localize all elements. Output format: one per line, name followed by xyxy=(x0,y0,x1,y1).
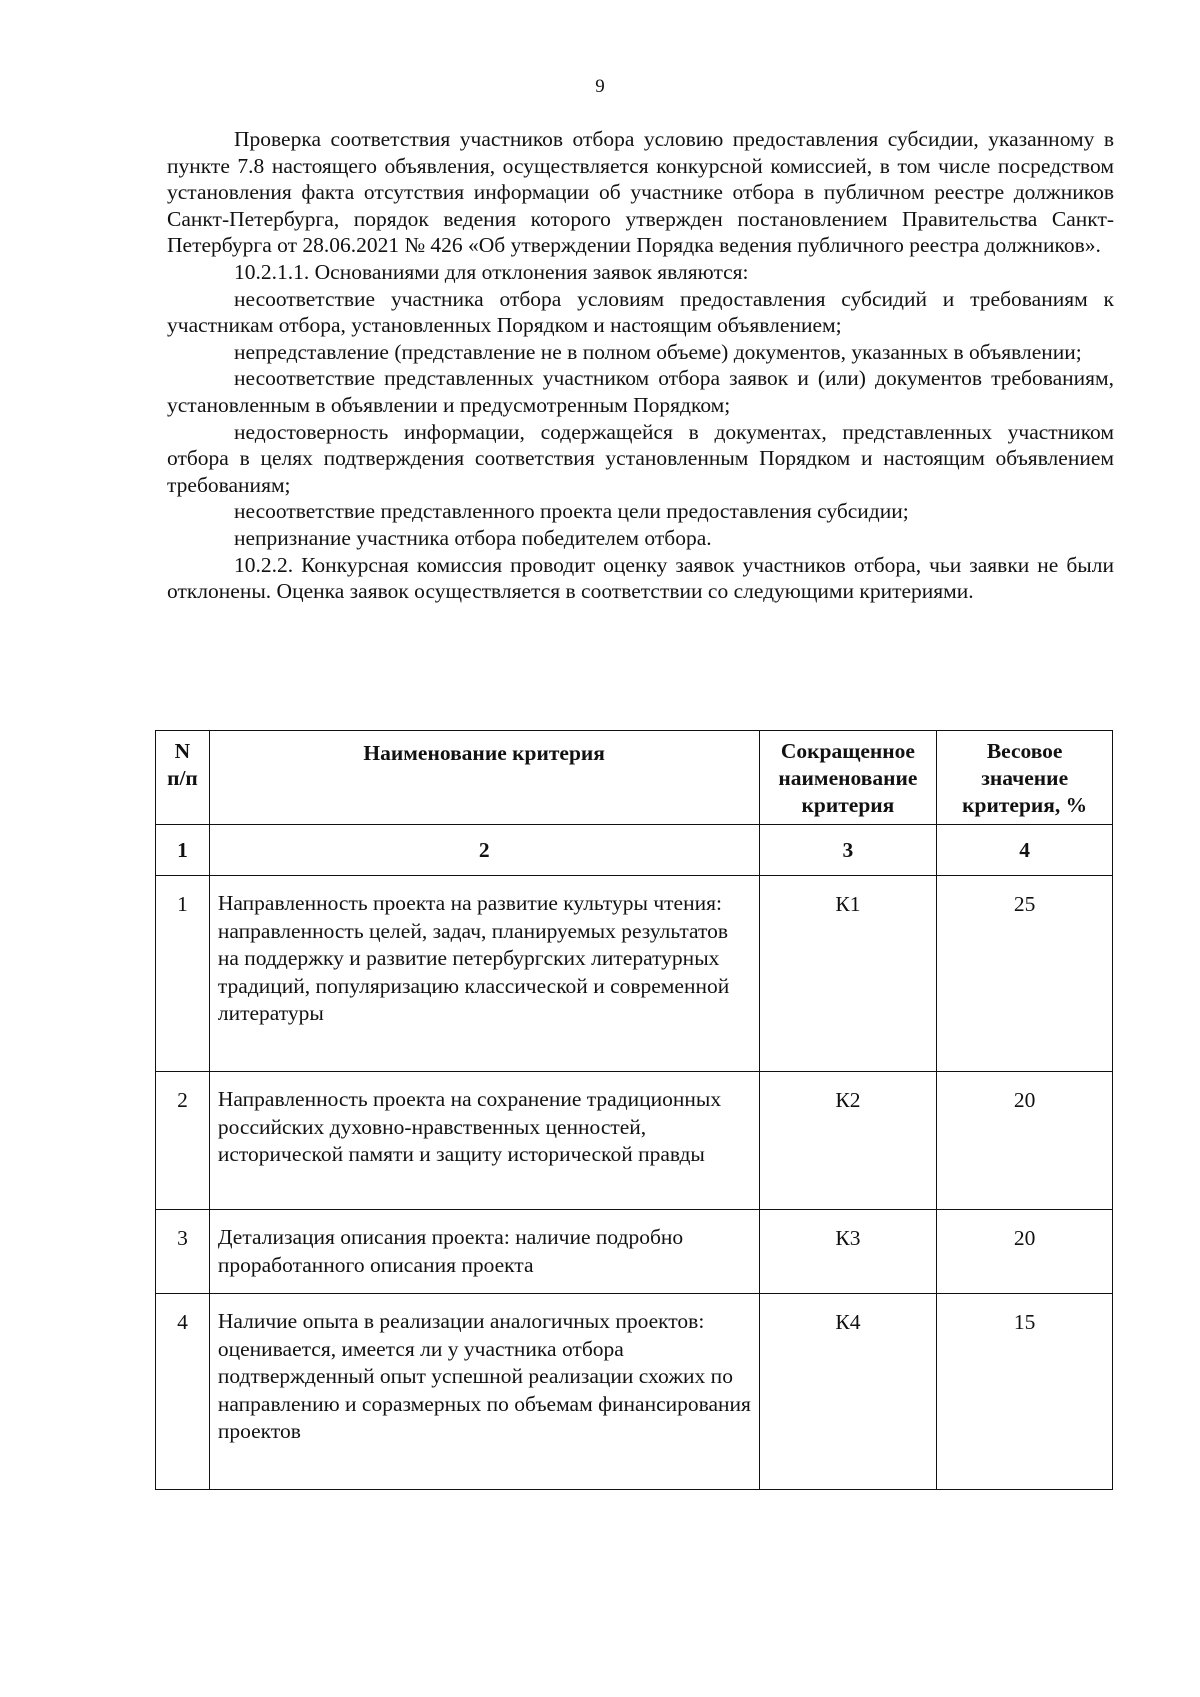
criterion-weight: 20 xyxy=(937,1210,1113,1294)
column-number: 3 xyxy=(759,825,937,876)
criterion-weight: 25 xyxy=(937,876,1113,1072)
header-weight-line-2: значение xyxy=(981,766,1069,790)
paragraph-rejection-ground-3: несоответствие представленных участником отбора заявок и (или) документов требованиям, установленным в объявлении и предусмотренным Порядком; xyxy=(167,366,1114,417)
column-number: 4 xyxy=(937,825,1113,876)
header-number xyxy=(156,731,210,825)
criterion-name: Направленность проекта на развитие культуры чтения: направленность целей, задач, планируемых результатов на поддержку и развитие петербургских литературных традиций, популяризацию классической и современной литературы xyxy=(209,876,759,1072)
header-criterion-name: Наименование критерия xyxy=(209,731,759,825)
column-number-row xyxy=(156,825,1113,876)
paragraph-rejection-grounds-heading: 10.2.1.1. Основаниями для отклонения заявок являются: xyxy=(234,259,749,284)
header-weight xyxy=(937,731,1113,825)
header-number-line-1: N xyxy=(174,739,191,763)
paragraph-rejection-ground-4: недостоверность информации, содержащейся в документах, представленных участником отбора в целях подтверждения соответствия установленным Порядком и настоящим объявлением требованиям; xyxy=(167,419,1114,497)
table-row xyxy=(156,1294,1113,1490)
row-number: 2 xyxy=(156,1072,210,1210)
page-number: 9 xyxy=(595,76,605,97)
table-row xyxy=(156,1210,1113,1294)
criterion-weight: 20 xyxy=(937,1072,1113,1210)
table-row xyxy=(156,1072,1113,1210)
criterion-short-name: К4 xyxy=(759,1294,937,1490)
row-number: 4 xyxy=(156,1294,210,1490)
criteria-table xyxy=(155,730,1113,1490)
paragraph-rejection-ground-1: несоответствие участника отбора условиям предоставления субсидий и требованиям к участникам отбора, установленных Порядком и настоящим объявлением; xyxy=(167,286,1114,338)
row-number: 3 xyxy=(156,1210,210,1294)
header-weight-line-3: критерия, % xyxy=(962,793,1088,817)
criterion-short-name: К2 xyxy=(759,1072,937,1210)
criterion-name: Наличие опыта в реализации аналогичных проектов: оценивается, имеется ли у участника отбора подтвержденный опыт успешной реализации схожих по направлению и соразмерных по объемам финансирования проектов xyxy=(209,1294,759,1490)
row-number: 1 xyxy=(156,876,210,1072)
header-weight-line-1: Весовое xyxy=(986,739,1063,763)
header-number-line-2: п/п xyxy=(167,766,198,790)
criterion-short-name: К3 xyxy=(759,1210,937,1294)
paragraph-verification: Проверка соответствия участников отбора условию предоставления субсидии, указанному в пункте 7.8 настоящего объявления, осуществляется конкурсной комиссией, в том числе посредством установления факта отсутствия информации об участнике отбора в публичном реестре должников Санкт-Петербурга, порядок ведения которого утвержден постановлением Правительства Санкт-Петербурга от 28.06.2021 № 426 «Об утверждении Порядка ведения публичного реестра должников». xyxy=(167,127,1114,258)
document-body xyxy=(167,126,1114,605)
column-number: 2 xyxy=(209,825,759,876)
table-row xyxy=(156,876,1113,1072)
criterion-short-name: К1 xyxy=(759,876,937,1072)
header-short-name-line-1: Сокращенное xyxy=(780,739,915,763)
table-header-row xyxy=(156,731,1113,825)
column-number: 1 xyxy=(156,825,210,876)
criterion-weight: 15 xyxy=(937,1294,1113,1490)
header-short-name-line-2: наименование xyxy=(778,766,918,790)
criterion-name: Направленность проекта на сохранение традиционных российских духовно-нравственных ценностей, исторической памяти и защиту исторической правды xyxy=(209,1072,759,1210)
paragraph-evaluation-intro: 10.2.2. Конкурсная комиссия проводит оценку заявок участников отбора, чьи заявки не были отклонены. Оценка заявок осуществляется в соответствии со следующими критериями. xyxy=(167,552,1114,604)
paragraph-rejection-ground-6: непризнание участника отбора победителем отбора. xyxy=(234,525,712,550)
paragraph-rejection-ground-2: непредставление (представление не в полном объеме) документов, указанных в объявлении; xyxy=(234,339,1082,364)
header-short-name xyxy=(759,731,937,825)
header-short-name-line-3: критерия xyxy=(801,793,895,817)
paragraph-rejection-ground-5: несоответствие представленного проекта цели предоставления субсидии; xyxy=(234,499,909,524)
criterion-name: Детализация описания проекта: наличие подробно проработанного описания проекта xyxy=(209,1210,759,1294)
